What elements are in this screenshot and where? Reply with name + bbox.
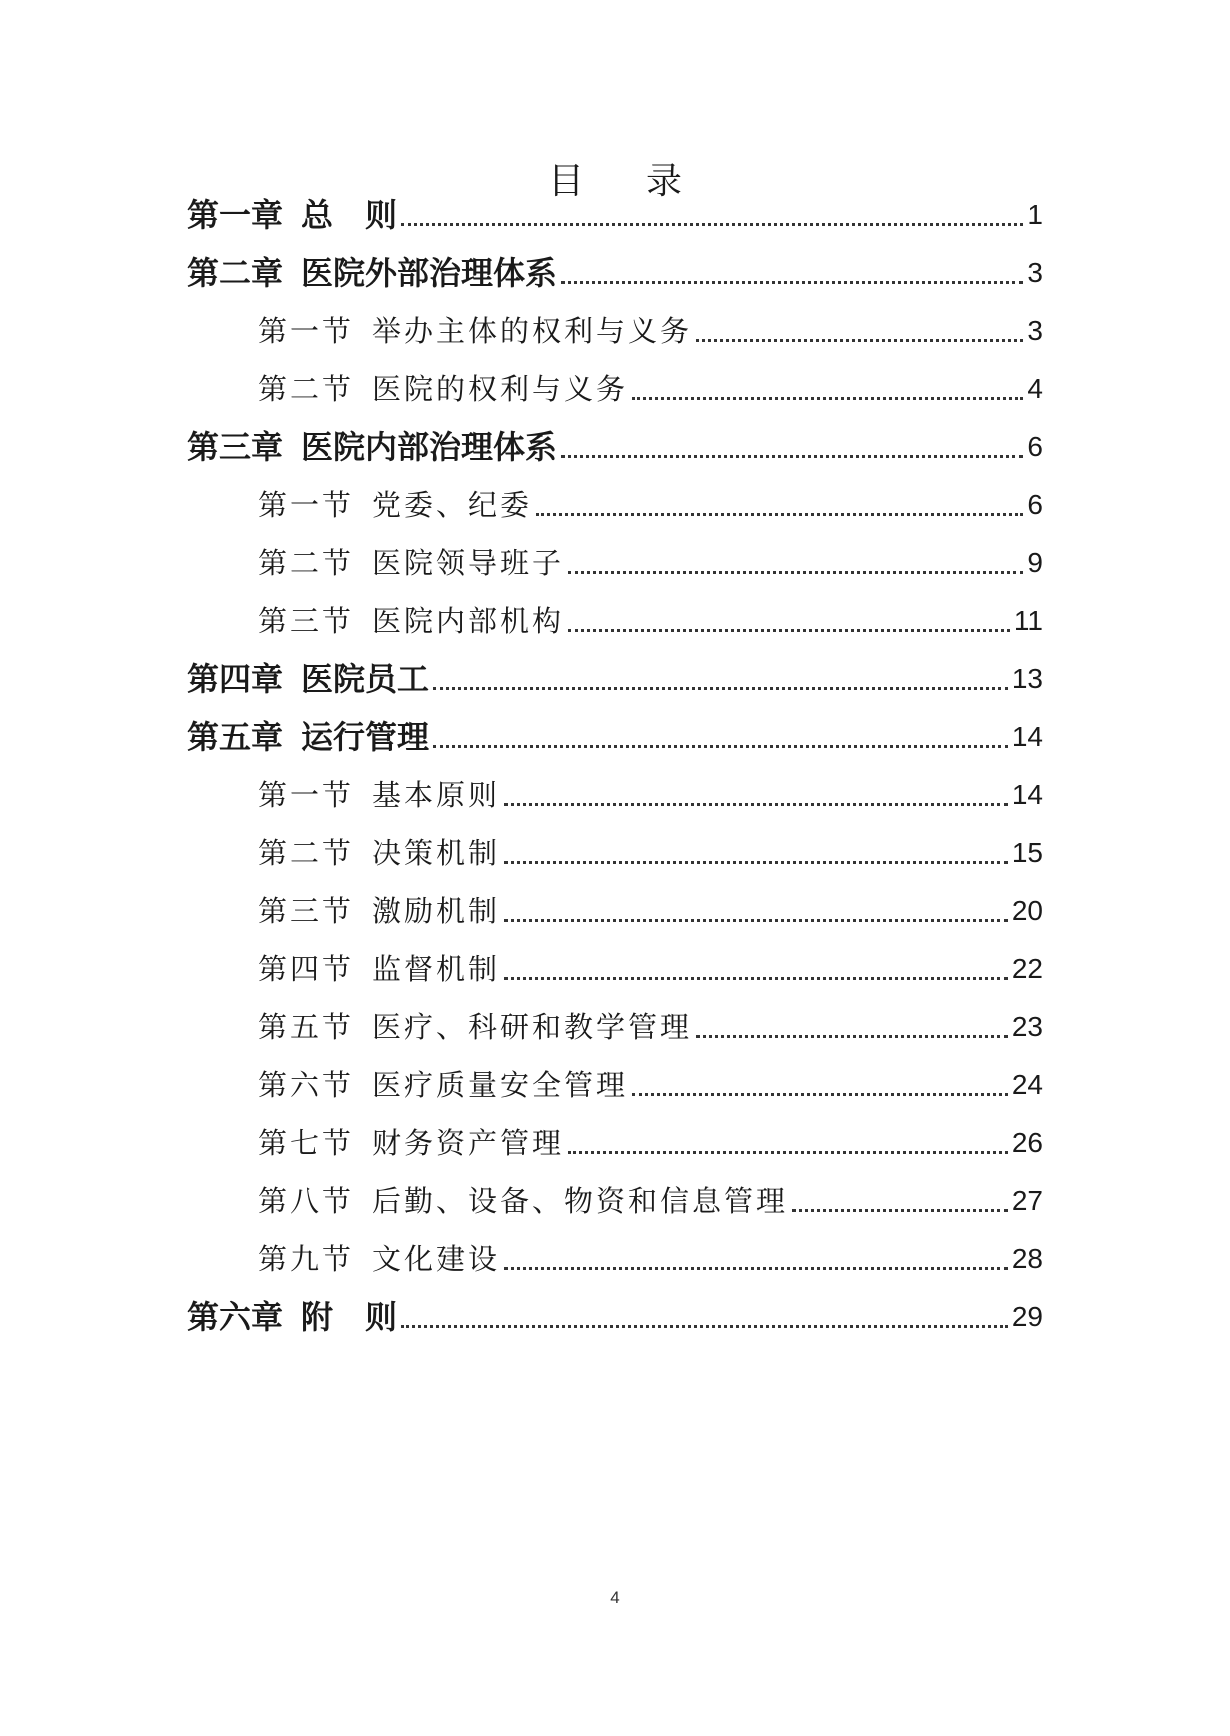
toc-entry-title: 医院内部治理体系 — [301, 428, 558, 466]
dot-leader — [504, 803, 1008, 806]
toc-entry-label — [258, 1121, 564, 1165]
toc-entry-number: 第五节 — [258, 1010, 355, 1044]
toc-section-entry[interactable] — [258, 889, 1043, 933]
toc-entry-page: 14 — [1011, 721, 1043, 752]
toc-entry-label — [258, 947, 500, 991]
dot-leader — [401, 223, 1023, 226]
dot-leader — [433, 745, 1008, 748]
toc-entry-title: 附 则 — [301, 1298, 398, 1336]
toc-entry-page: 28 — [1011, 1243, 1043, 1274]
toc-section-entry[interactable] — [258, 541, 1043, 585]
toc-entry-number: 第八节 — [258, 1184, 355, 1218]
toc-entry-page: 14 — [1011, 779, 1043, 810]
toc-entry-label — [258, 1179, 788, 1223]
toc-section-entry[interactable] — [258, 367, 1043, 411]
toc-entry-page: 24 — [1011, 1069, 1043, 1100]
toc-entry-title: 文化建设 — [372, 1242, 501, 1276]
toc-entry-label — [258, 1063, 628, 1107]
toc-entry-number: 第二章 — [187, 254, 284, 292]
toc-entry-number: 第一节 — [258, 778, 355, 812]
dot-leader — [568, 571, 1023, 574]
dot-leader — [696, 1035, 1008, 1038]
dot-leader — [536, 513, 1023, 516]
toc-section-entry[interactable] — [258, 947, 1043, 991]
toc-entry-number: 第五章 — [187, 718, 284, 756]
dot-leader — [433, 687, 1008, 690]
dot-leader — [632, 397, 1023, 400]
toc-section-entry[interactable] — [258, 1237, 1043, 1281]
toc-entry-title: 监督机制 — [372, 952, 501, 986]
toc-entry-label — [258, 1237, 500, 1281]
dot-leader — [568, 1151, 1008, 1154]
toc-entry-title: 决策机制 — [372, 836, 501, 870]
toc-chapter-entry[interactable] — [187, 425, 1043, 469]
toc-entry-number: 第七节 — [258, 1126, 355, 1160]
toc-entry-page: 20 — [1011, 895, 1043, 926]
toc-section-entry[interactable] — [258, 599, 1043, 643]
toc-entry-number: 第二节 — [258, 546, 355, 580]
dot-leader — [504, 919, 1008, 922]
toc-entry-label — [258, 831, 500, 875]
toc-entry-label — [187, 715, 429, 759]
toc-entry-title: 运行管理 — [301, 718, 430, 756]
toc-chapter-entry[interactable] — [187, 657, 1043, 701]
toc-entry-page: 27 — [1011, 1185, 1043, 1216]
toc-entry-number: 第四节 — [258, 952, 355, 986]
toc-entry-number: 第四章 — [187, 660, 284, 698]
toc-entry-page: 4 — [1027, 373, 1043, 404]
dot-leader — [568, 629, 1010, 632]
toc-entry-title: 激励机制 — [372, 894, 501, 928]
toc-entry-title: 医院内部机构 — [372, 604, 565, 638]
toc-entry-page: 26 — [1011, 1127, 1043, 1158]
dot-leader — [561, 281, 1023, 284]
toc-entry-label — [258, 309, 692, 353]
toc-entry-number: 第二节 — [258, 836, 355, 870]
toc-entry-page: 9 — [1027, 547, 1043, 578]
toc-entry-title: 医疗、科研和教学管理 — [372, 1010, 693, 1044]
dot-leader — [696, 339, 1023, 342]
toc-entry-page: 3 — [1027, 257, 1043, 288]
toc-section-entry[interactable] — [258, 1063, 1043, 1107]
toc-entry-title: 医院员工 — [301, 660, 430, 698]
dot-leader — [504, 861, 1008, 864]
toc-entry-page: 23 — [1011, 1011, 1043, 1042]
toc-chapter-entry[interactable] — [187, 715, 1043, 759]
toc-entry-label — [187, 193, 397, 237]
toc-entry-number: 第九节 — [258, 1242, 355, 1276]
toc-entry-number: 第一章 — [187, 196, 284, 234]
toc-entry-label — [187, 425, 557, 469]
toc-entry-page: 29 — [1011, 1301, 1043, 1332]
toc-entry-page: 22 — [1011, 953, 1043, 984]
toc-entry-page: 6 — [1027, 489, 1043, 520]
toc-entry-page: 13 — [1011, 663, 1043, 694]
toc-entry-page: 6 — [1027, 431, 1043, 462]
toc-entry-title: 总 则 — [301, 196, 398, 234]
toc-section-entry[interactable] — [258, 1005, 1043, 1049]
dot-leader — [504, 1267, 1008, 1270]
page-number: 4 — [610, 1588, 620, 1607]
toc-entry-title: 医院领导班子 — [372, 546, 565, 580]
toc-section-entry[interactable] — [258, 1179, 1043, 1223]
dot-leader — [504, 977, 1008, 980]
toc-entry-number: 第三节 — [258, 604, 355, 638]
toc-entry-title: 财务资产管理 — [372, 1126, 565, 1160]
toc-entry-page: 11 — [1013, 605, 1043, 636]
toc-chapter-entry[interactable] — [187, 193, 1043, 237]
toc-entry-title: 后勤、设备、物资和信息管理 — [372, 1184, 789, 1218]
toc-title: 目录 — [547, 161, 744, 202]
dot-leader — [401, 1325, 1008, 1328]
toc-entry-title: 医院的权利与义务 — [372, 372, 629, 406]
toc-entry-title: 举办主体的权利与义务 — [372, 314, 693, 348]
toc-entry-label — [187, 1295, 397, 1339]
toc-section-entry[interactable] — [258, 831, 1043, 875]
toc-entry-number: 第一节 — [258, 488, 355, 522]
toc-entry-label — [258, 367, 628, 411]
toc-entry-number: 第三节 — [258, 894, 355, 928]
toc-entry-number: 第二节 — [258, 372, 355, 406]
toc-section-entry[interactable] — [258, 773, 1043, 817]
toc-entry-page: 3 — [1027, 315, 1043, 346]
toc-entry-label — [258, 1005, 692, 1049]
toc-entry-title: 医疗质量安全管理 — [372, 1068, 629, 1102]
toc-entry-number: 第一节 — [258, 314, 355, 348]
toc-entry-page: 15 — [1011, 837, 1043, 868]
toc-entry-label — [187, 251, 557, 295]
toc-section-entry[interactable] — [258, 309, 1043, 353]
dot-leader — [792, 1209, 1008, 1212]
toc-entry-title: 医院外部治理体系 — [301, 254, 558, 292]
toc-entry-label — [258, 599, 564, 643]
toc-chapter-entry[interactable] — [187, 1295, 1043, 1339]
dot-leader — [632, 1093, 1008, 1096]
toc-entry-label — [258, 773, 500, 817]
toc-entry-label — [258, 541, 564, 585]
dot-leader — [561, 455, 1023, 458]
toc-entry-title: 党委、纪委 — [372, 488, 533, 522]
toc-entry-title: 基本原则 — [372, 778, 501, 812]
toc-section-entry[interactable] — [258, 1121, 1043, 1165]
toc-entry-number: 第三章 — [187, 428, 284, 466]
toc-entry-label — [187, 657, 429, 701]
toc-entry-page: 1 — [1027, 199, 1043, 230]
toc-entry-label — [258, 889, 500, 933]
toc-entry-label — [258, 483, 532, 527]
toc-section-entry[interactable] — [258, 483, 1043, 527]
toc-chapter-entry[interactable] — [187, 251, 1043, 295]
toc-entry-number: 第六章 — [187, 1298, 284, 1336]
toc-entry-number: 第六节 — [258, 1068, 355, 1102]
